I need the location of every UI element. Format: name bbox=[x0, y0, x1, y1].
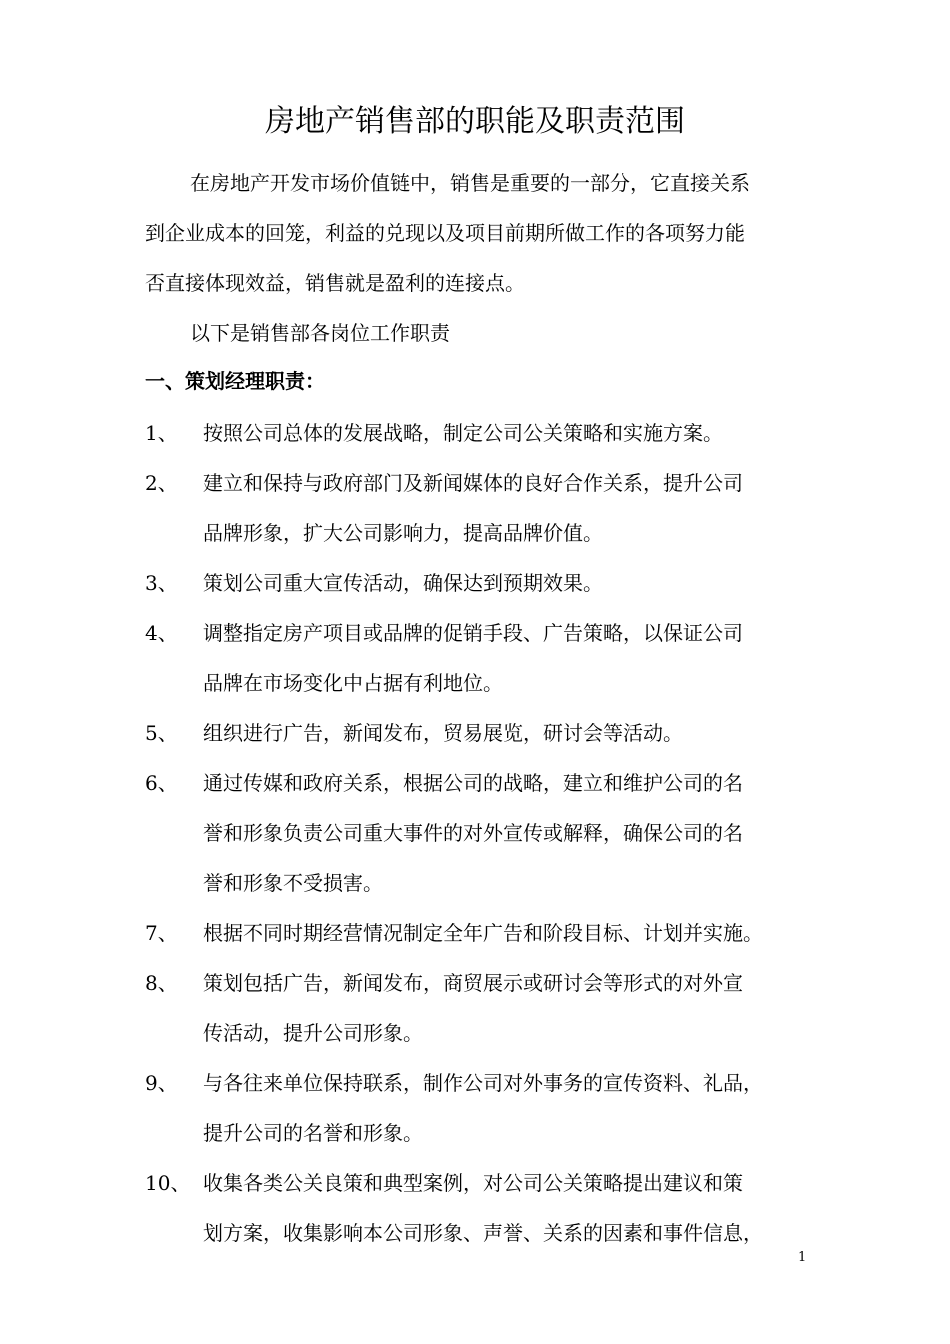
list-item-number: 2、 bbox=[145, 471, 178, 495]
list-item-text bbox=[203, 758, 813, 908]
lead-in-paragraph bbox=[145, 308, 810, 358]
list-item-line: 品牌形象，扩大公司影响力，提高品牌价值。 bbox=[203, 521, 603, 545]
list-item-line: 品牌在市场变化中占据有利地位。 bbox=[203, 671, 503, 695]
section-heading: 一、策划经理职责： bbox=[145, 369, 325, 393]
list-item-line: 组织进行广告，新闻发布，贸易展览，研讨会等活动。 bbox=[203, 721, 683, 745]
page-number: 1 bbox=[798, 1250, 807, 1265]
list-item-text bbox=[203, 708, 813, 758]
intro-line: 到企业成本的回笼，利益的兑现以及项目前期所做工作的各项努力能 bbox=[145, 221, 745, 245]
list-item-text bbox=[203, 1158, 813, 1258]
list-item-line: 与各往来单位保持联系，制作公司对外事务的宣传资料、礼品， bbox=[203, 1071, 763, 1095]
list-item-text bbox=[203, 608, 813, 708]
list-item-text bbox=[203, 408, 813, 458]
list-item-number: 4、 bbox=[145, 621, 178, 645]
list-item-number: 9、 bbox=[145, 1071, 178, 1095]
list-item-text bbox=[203, 958, 813, 1058]
list-item-number: 10、 bbox=[145, 1171, 191, 1195]
list-item-number: 7、 bbox=[145, 921, 178, 945]
list-item-number: 8、 bbox=[145, 971, 178, 995]
intro-line: 否直接体现效益，销售就是盈利的连接点。 bbox=[145, 271, 525, 295]
list-item-number: 6、 bbox=[145, 771, 178, 795]
list-item-number: 1、 bbox=[145, 421, 178, 445]
list-item-text bbox=[203, 458, 813, 558]
list-item-line: 调整指定房产项目或品牌的促销手段、广告策略，以保证公司 bbox=[203, 621, 743, 645]
list-item-line: 提升公司的名誉和形象。 bbox=[203, 1121, 423, 1145]
list-item-text bbox=[203, 1058, 813, 1158]
document-title: 房地产销售部的职能及职责范围 bbox=[265, 104, 685, 139]
list-item-number: 5、 bbox=[145, 721, 178, 745]
list-item-number: 3、 bbox=[145, 571, 178, 595]
list-item-line: 收集各类公关良策和典型案例，对公司公关策略提出建议和策 bbox=[203, 1171, 743, 1195]
list-item-text bbox=[203, 558, 813, 608]
list-item-line: 誉和形象负责公司重大事件的对外宣传或解释，确保公司的名 bbox=[203, 821, 743, 845]
list-item-line: 建立和保持与政府部门及新闻媒体的良好合作关系，提升公司 bbox=[203, 471, 743, 495]
list-item-text bbox=[203, 908, 813, 958]
list-item-line: 誉和形象不受损害。 bbox=[203, 871, 383, 895]
lead-in-text: 以下是销售部各岗位工作职责 bbox=[190, 321, 450, 345]
list-item-line: 策划公司重大宣传活动，确保达到预期效果。 bbox=[203, 571, 603, 595]
list-item-line: 划方案，收集影响本公司形象、声誉、关系的因素和事件信息， bbox=[203, 1221, 763, 1245]
list-item-line: 传活动，提升公司形象。 bbox=[203, 1021, 423, 1045]
list-item-line: 根据不同时期经营情况制定全年广告和阶段目标、计划并实施。 bbox=[203, 921, 763, 945]
list-item-line: 通过传媒和政府关系，根据公司的战略，建立和维护公司的名 bbox=[203, 771, 743, 795]
intro-line: 在房地产开发市场价值链中，销售是重要的一部分，它直接关系 bbox=[190, 171, 750, 195]
list-item-line: 策划包括广告，新闻发布，商贸展示或研讨会等形式的对外宣 bbox=[203, 971, 743, 995]
list-item-line: 按照公司总体的发展战略，制定公司公关策略和实施方案。 bbox=[203, 421, 723, 445]
intro-paragraph bbox=[145, 158, 810, 308]
